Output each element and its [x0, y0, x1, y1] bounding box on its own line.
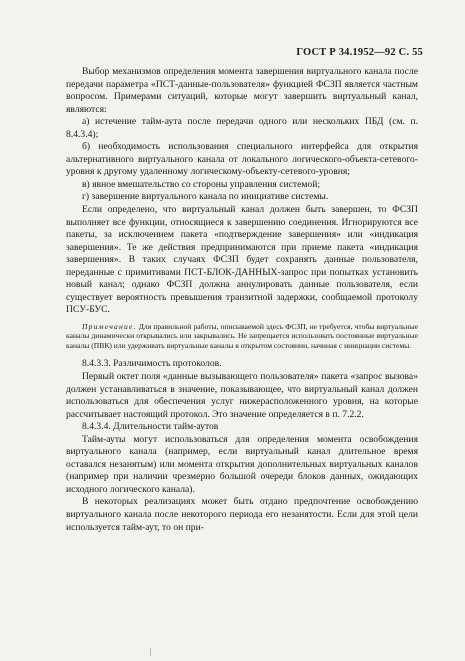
- protocol-distinction-paragraph: Первый октет поля «данные вызывающего пользователя» пакета «запрос вызова» должен устанавливаться в значение, показывающее, что виртуальный канал должен использоваться для обеспечения услуг нижерасположенного уровня, на которые рассчитывает настоящий протокол. Это значение определяется в п. 7.2.2.: [66, 370, 418, 420]
- release-paragraph: В некоторых реализациях может быть отдано предпочтение освобождению виртуального канала после некоторого периода его незанятости. Если для этой цели используется тайм-аут, то он при-: [66, 496, 418, 533]
- section-8433-heading: 8.4.3.3. Различимость протоколов.: [82, 358, 222, 370]
- page-footer-mark: |: [150, 647, 152, 656]
- list-item-b: б) необходимость использования специального интерфейса для открытия альтернативного виртуального канала от локального логического-объекта-сетевого-уровня к другому удаленному логическому-объекту-сетевого-уровня;: [66, 141, 418, 178]
- page-content: [66, 66, 418, 534]
- timeouts-paragraph: Тайм-ауты могут использоваться для определения момента освобождения виртуального канала (например, если виртуальный канал длительное время оставался незанятым) или момента открытия дополнительных виртуальных каналов (например при наличии чрезмерно большой очереди блоков данных, ожидающих исходного логического канала).: [66, 433, 418, 495]
- standard-header: ГОСТ Р 34.1952—92 С. 55: [296, 47, 423, 58]
- list-item-v: в) явное вмешательство со стороны управления системой;: [82, 178, 321, 190]
- list-item-g: г) завершение виртуального канала по инициативе системы.: [82, 191, 329, 203]
- list-item-a: а) истечение тайм-аута после передачи одного или нескольких ПБД (см. п. 8.4.3.4);: [66, 116, 418, 140]
- note-lead: Примечание.: [82, 321, 137, 331]
- section-8434-heading: 8.4.3.4. Длительности тайм-аутов: [82, 421, 219, 433]
- intro-paragraph: Выбор механизмов определения момента завершения виртуального канала после передачи параметра «ПСТ-данные-пользователя» функцией ФСЗП является частным вопросом. Примерами ситуаций, которые могут завершить виртуальный канал, являются:: [66, 66, 418, 115]
- note-paragraph: [66, 322, 418, 351]
- note-text: Для правильной работы, описываемой здесь ФСЗП, не требуется, чтобы виртуальные каналы динамически открывались или закрывались. Не запрещается использовать постоянные виртуальные каналы (ПВК) или удерживать виртуальные каналы в открытом состоянии, начиная с инициации системы.: [66, 321, 418, 350]
- termination-paragraph: Если определено, что виртуальный канал должен быть завершен, то ФСЗП выполняет все функции, относящиеся к завершению соединения. Игнорируются все пакеты, за исключением пакета «подтверждение завершения» или «индикация завершения». Те же действия предпринимаются при приеме пакета «индикация завершения». В таких случаях ФСЗП будет сохранять данные пользователя, переданные с примитивами ПСТ-БЛОК-ДАННЫХ-запрос при попытках установить новый канал; однако ФСЗП должна аннулировать данные пользователя, если существует вероятность превышения транзитной задержки, сообщаемой протоколу ПСУ-БУС.: [66, 204, 418, 316]
